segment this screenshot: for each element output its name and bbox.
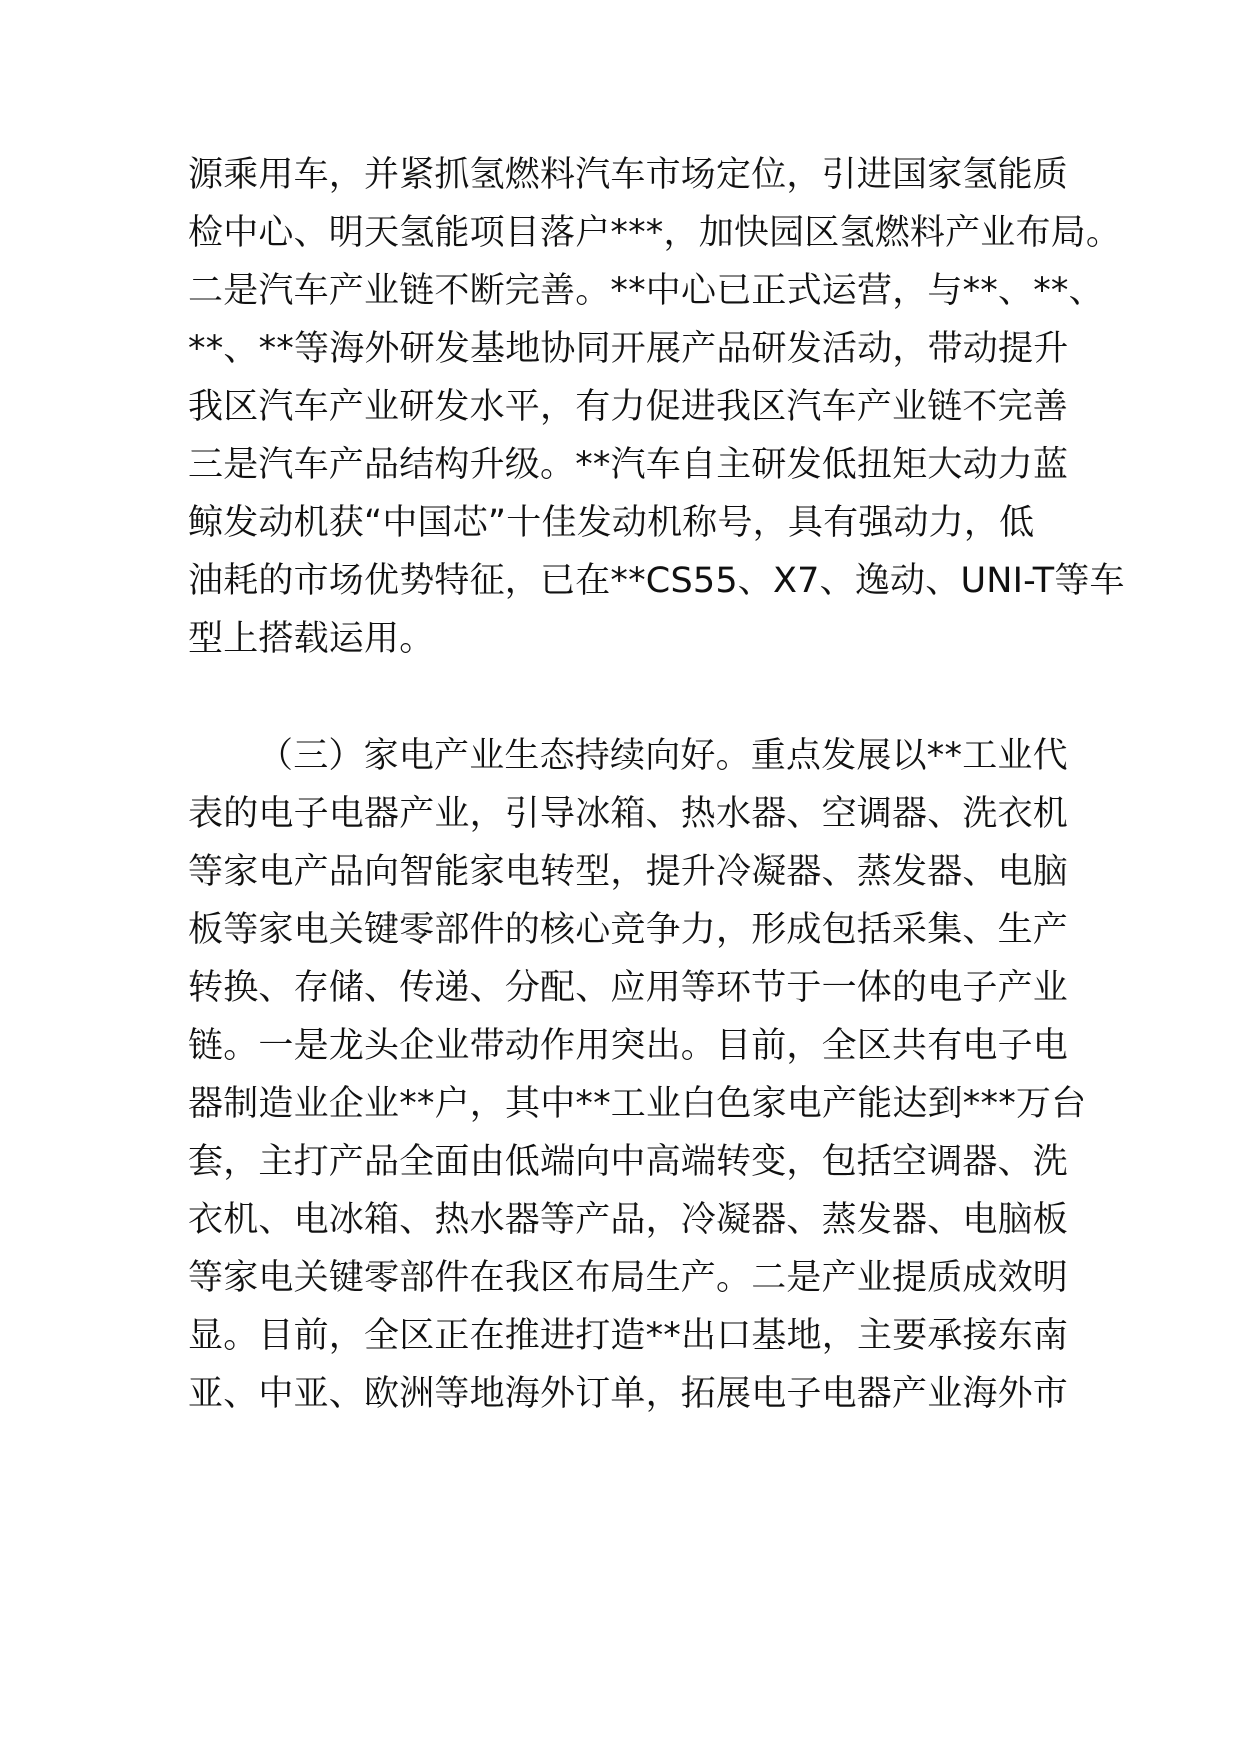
text-line: 三是汽车产品结构升级。**汽车自主研发低扭矩大动力蓝 [188, 445, 1069, 485]
text-line: 板等家电关键零部件的核心竞争力，形成包括采集、生产 [188, 910, 1069, 950]
text-line: 二是汽车产业链不断完善。**中心已正式运营，与**、**、 [188, 271, 1104, 311]
text-line: 链。一是龙头企业带动作用突出。目前，全区共有电子电 [188, 1026, 1069, 1066]
text-line: 我区汽车产业研发水平，有力促进我区汽车产业链不完善 [188, 387, 1069, 427]
text-line: 转换、存储、传递、分配、应用等环节于一体的电子产业 [188, 968, 1069, 1008]
text-line: 等家电产品向智能家电转型，提升冷凝器、蒸发器、电脑 [188, 852, 1069, 892]
text-line: 表的电子电器产业，引导冰箱、热水器、空调器、洗衣机 [188, 794, 1069, 834]
text-line: 检中心、明天氢能项目落户***，加快园区氢燃料产业布局。 [188, 213, 1122, 253]
text-line: 油耗的市场优势特征，已在**CS55、X7、逸动、UNI-T等车 [188, 561, 1125, 601]
text-line: 衣机、电冰箱、热水器等产品，冷凝器、蒸发器、电脑板 [188, 1200, 1069, 1240]
text-line: 器制造业企业**户，其中**工业白色家电产能达到***万台 [188, 1084, 1087, 1124]
text-line: 等家电关键零部件在我区布局生产。二是产业提质成效明 [188, 1258, 1069, 1298]
text-line: 显。目前，全区正在推进打造**出口基地，主要承接东南 [188, 1316, 1069, 1356]
section-heading-line: （三）家电产业生态持续向好。重点发展以**工业代 [258, 736, 1068, 776]
text-line: 型上搭载运用。 [188, 619, 435, 659]
text-line: 亚、中亚、欧洲等地海外订单，拓展电子电器产业海外市 [188, 1374, 1069, 1414]
text-line: 鲸发动机获“中国芯”十佳发动机称号，具有强动力，低 [188, 503, 1035, 543]
text-line: 源乘用车，并紧抓氢燃料汽车市场定位，引进国家氢能质 [188, 155, 1069, 195]
text-line: **、**等海外研发基地协同开展产品研发活动，带动提升 [188, 329, 1069, 369]
text-line: 套，主打产品全面由低端向中高端转变，包括空调器、洗 [188, 1142, 1069, 1182]
